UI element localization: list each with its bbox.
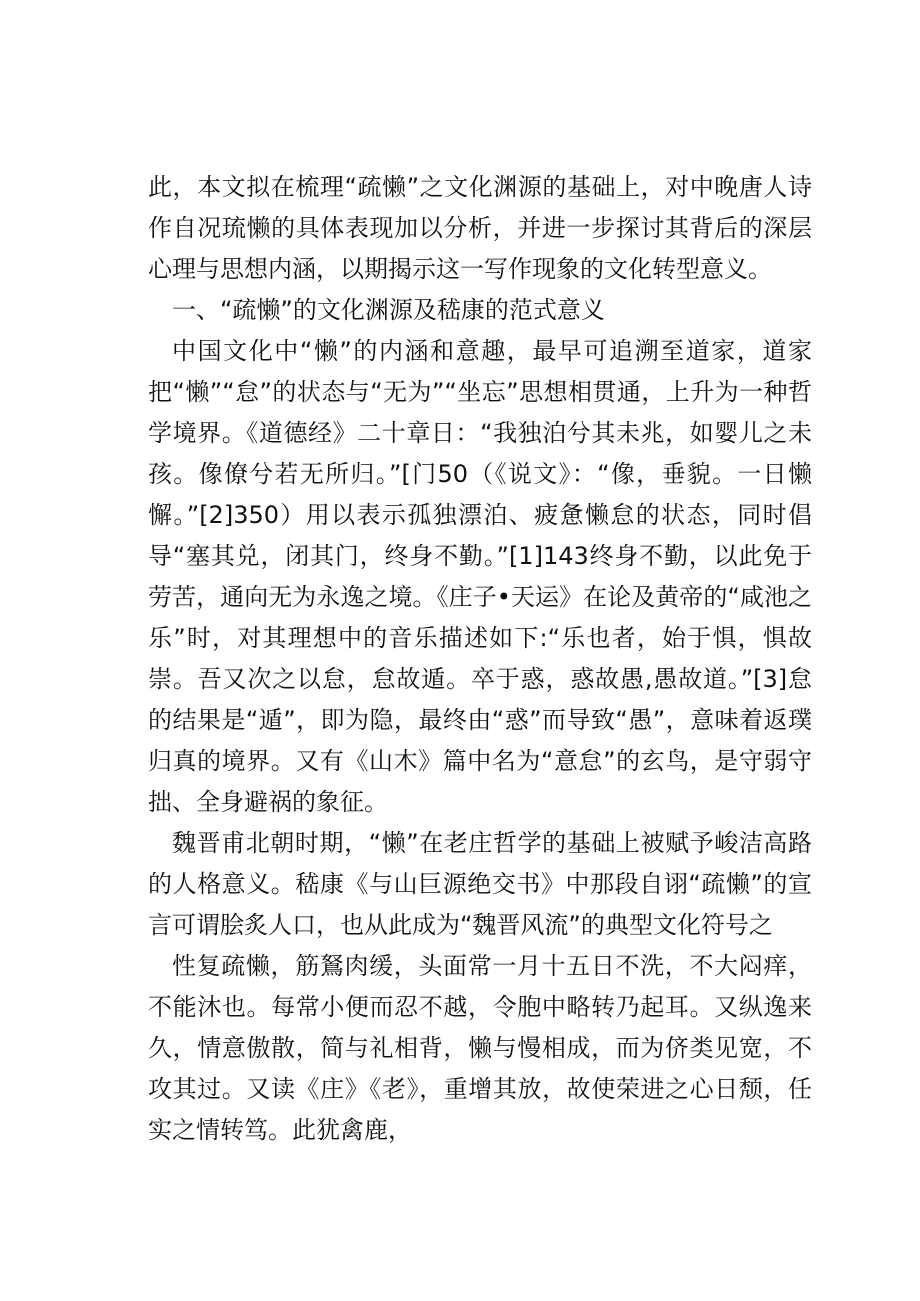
- paragraph-intro-continuation: 此，本文拟在梳理“疏懒”之文化渊源的基础上，对中晚唐人诗作自况琉懒的具体表现加以分析，并进一步探讨其背后的深层心理与思想内涵，以期揭示这一写作现象的文化转型意义。: [148, 173, 812, 283]
- document-body: [148, 167, 812, 1151]
- section-heading: 一、“疏懒”的文化渊源及嵇康的范式意义: [172, 296, 605, 324]
- paragraph-wei-jin: 魏晋甫北朝时期，“懒”在老庄哲学的基础上被赋予峻洁高路的人格意义。嵇康《与山巨源绝交书》中那段自诩“疏懒”的宣言可谓脍炙人口，也从此成为“魏晋风流”的典型文化符号之: [148, 829, 812, 939]
- paragraph-daoist-origin: 中国文化中“懒”的内涵和意趣，最早可追溯至道家，道家把“懒”“怠”的状态与“无为”“坐忘”思想相贯通，上升为一种哲学境界。《道德经》二十章日：“我独泊兮其未兆，如婴儿之未孩。像僚兮若无所归。”[门50（《说文》：“像，垂貌。一日懒懈。”[2]350）用以表示孤独漂泊、疲惫懒怠的状态，同时倡导“塞其兑，闭其门，终身不勤。”[1]143终身不勤，以此免于劳苦，通向无为永逸之境。《庄子•天运》在论及黄帝的“咸池之乐”时，对其理想中的音乐描述如下:“乐也者，始于惧，惧故崇。吾又次之以怠，怠故遁。卒于惑，惑故愚,愚故道。”[3]怠的结果是“遁”，即为隐，最终由“惑”而导致“愚”，意味着返璞归真的境界。又有《山木》篇中名为“意怠”的玄鸟，是守弱守拙、全身避祸的象征。: [148, 337, 812, 816]
- paragraph-ji-kang-quote: 性复疏懒，筋鴑肉缓，头面常一月十五日不洗，不大闷痒，不能沐也。每常小便而忍不越，令胞中略转乃起耳。又纵逸来久，情意傲散，简与礼相背，懒与慢相成，而为侪类见宽，不攻其过。又读《庄》《老》，重增其放，故使荣进之心日颓，任实之情转笃。此犹禽鹿，: [148, 952, 812, 1144]
